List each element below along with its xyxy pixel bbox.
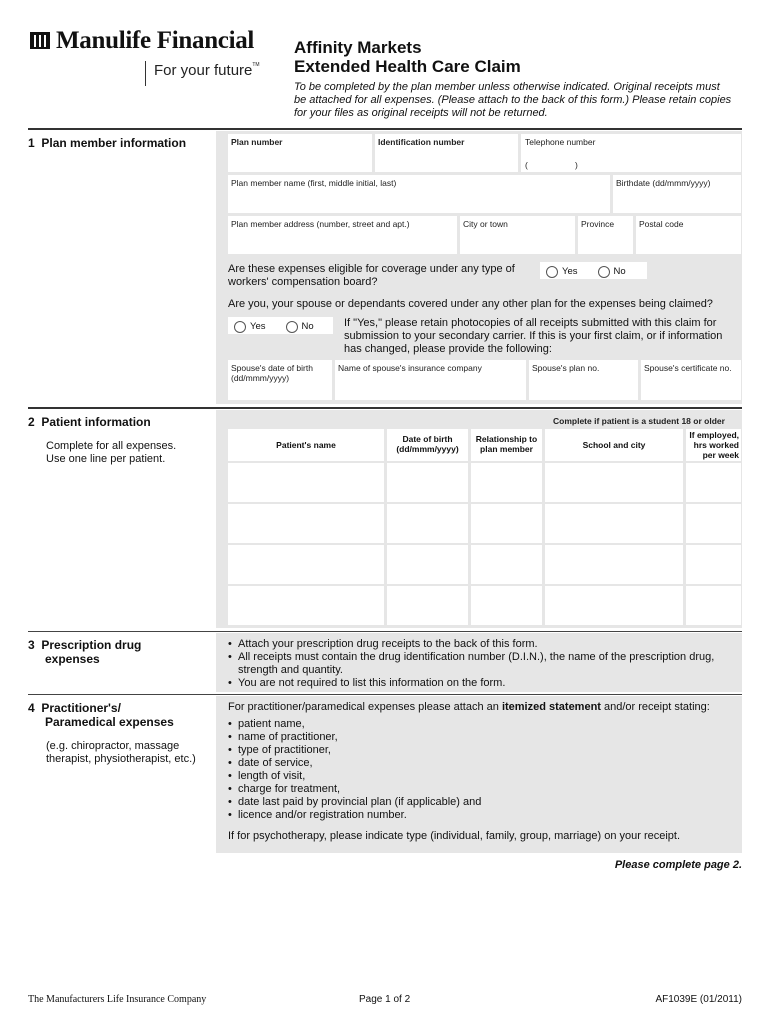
list-item: • patient name, bbox=[228, 718, 738, 731]
birthdate-field[interactable]: Birthdate (dd/mmm/yyyy) bbox=[613, 175, 741, 213]
section1-heading: 1 Plan member information bbox=[28, 136, 187, 150]
manulife-logo-icon bbox=[30, 32, 50, 49]
list-item: • charge for treatment, bbox=[228, 783, 738, 796]
footer-form-code: AF1039E (01/2011) bbox=[655, 994, 742, 1005]
address-field[interactable]: Plan member address (number, street and apt.) bbox=[228, 216, 457, 254]
patient-name-cell[interactable] bbox=[228, 545, 384, 584]
city-field[interactable]: City or town bbox=[460, 216, 575, 254]
section-divider bbox=[28, 128, 742, 130]
list-item: • You are not required to list this information on the form. bbox=[228, 677, 738, 690]
spouse-plan-field[interactable]: Spouse's plan no. bbox=[529, 360, 638, 400]
other-plan-options: Yes No bbox=[228, 317, 333, 334]
list-item: • name of practitioner, bbox=[228, 731, 738, 744]
continue-note: Please complete page 2. bbox=[614, 859, 742, 871]
workers-comp-no-radio[interactable] bbox=[598, 266, 610, 278]
form-intro: To be completed by the plan member unless otherwise indicated. Original receipts must be attached for all expenses. (Please attach to the back of this form.) Please retain copies for your files as original receipts will not be returned. bbox=[294, 81, 732, 119]
spouse-insurer-field[interactable]: Name of spouse's insurance company bbox=[335, 360, 526, 400]
telephone-field[interactable]: Telephone number ( ) bbox=[521, 134, 741, 172]
patient-relationship-cell[interactable] bbox=[471, 504, 542, 543]
list-item: • All receipts must contain the drug identification number (D.I.N.), the name of the prescription drug, strength and quantity. bbox=[228, 651, 738, 677]
footer-company: The Manufacturers Life Insurance Company bbox=[28, 994, 207, 1005]
section4-intro: For practitioner/paramedical expenses please attach an itemized statement and/or receipt stating: bbox=[228, 701, 710, 713]
section-divider bbox=[28, 407, 742, 409]
spouse-certificate-field[interactable]: Spouse's certificate no. bbox=[641, 360, 741, 400]
section-divider bbox=[28, 694, 742, 695]
patient-school-cell[interactable] bbox=[545, 504, 683, 543]
list-item: • type of practitioner, bbox=[228, 744, 738, 757]
patient-relationship-cell[interactable] bbox=[471, 586, 542, 625]
brand-name: Manulife Financial bbox=[56, 27, 255, 54]
col-header-school: School and city bbox=[545, 429, 683, 461]
patient-name-cell[interactable] bbox=[228, 463, 384, 502]
trademark-mark: TM bbox=[252, 62, 260, 68]
if-yes-note: If "Yes," please retain photocopies of all receipts submitted with this claim for submission to your secondary carrier. If this is your first claim, or if information has changed, please provide the following: bbox=[344, 317, 723, 355]
patient-name-cell[interactable] bbox=[228, 586, 384, 625]
form-title-line1: Affinity Markets bbox=[294, 38, 422, 57]
brand-tagline: For your future™ bbox=[154, 62, 260, 79]
list-item: • licence and/or registration number. bbox=[228, 809, 738, 822]
patient-dob-cell[interactable] bbox=[387, 504, 468, 543]
col-header-dob: Date of birth (dd/mmm/yyyy) bbox=[387, 429, 468, 461]
patient-hours-cell[interactable] bbox=[686, 504, 741, 543]
patient-school-cell[interactable] bbox=[545, 586, 683, 625]
patient-school-cell[interactable] bbox=[545, 545, 683, 584]
section4-bullets bbox=[228, 718, 738, 822]
postal-code-field[interactable]: Postal code bbox=[636, 216, 741, 254]
workers-comp-yes-radio[interactable] bbox=[546, 266, 558, 278]
member-name-field[interactable]: Plan member name (first, middle initial, last) bbox=[228, 175, 610, 213]
patient-dob-cell[interactable] bbox=[387, 586, 468, 625]
section2-heading: 2 Patient information bbox=[28, 415, 151, 429]
list-item: • length of visit, bbox=[228, 770, 738, 783]
patient-relationship-cell[interactable] bbox=[471, 545, 542, 584]
telephone-area-code: ( ) bbox=[525, 160, 578, 170]
section3-heading: 3 Prescription drug expenses bbox=[28, 638, 142, 666]
workers-comp-question: Are these expenses eligible for coverage under any type of workers' compensation board? bbox=[228, 263, 515, 288]
patient-dob-cell[interactable] bbox=[387, 463, 468, 502]
patient-relationship-cell[interactable] bbox=[471, 463, 542, 502]
patient-hours-cell[interactable] bbox=[686, 586, 741, 625]
col-header-patient-name: Patient's name bbox=[228, 429, 384, 461]
identification-number-field[interactable]: Identification number bbox=[375, 134, 518, 172]
section2-subtitle: Complete for all expenses. Use one line per patient. bbox=[46, 440, 177, 465]
province-field[interactable]: Province bbox=[578, 216, 633, 254]
other-plan-no-radio[interactable] bbox=[286, 321, 298, 333]
form-title-line2: Extended Health Care Claim bbox=[294, 57, 521, 76]
list-item: • Attach your prescription drug receipts to the back of this form. bbox=[228, 638, 738, 651]
col-header-relationship: Relationship to plan member bbox=[471, 429, 542, 461]
patient-school-cell[interactable] bbox=[545, 463, 683, 502]
footer-page-number: Page 1 of 2 bbox=[359, 994, 411, 1005]
section4-heading: 4 Practitioner's/ Paramedical expenses bbox=[28, 701, 174, 729]
patient-hours-cell[interactable] bbox=[686, 545, 741, 584]
section-divider bbox=[28, 631, 742, 632]
workers-comp-options: Yes No bbox=[540, 262, 647, 279]
plan-number-field[interactable]: Plan number bbox=[228, 134, 372, 172]
list-item: • date of service, bbox=[228, 757, 738, 770]
spouse-dob-field[interactable]: Spouse's date of birth (dd/mmm/yyyy) bbox=[228, 360, 332, 400]
psychotherapy-note: If for psychotherapy, please indicate type (individual, family, group, marriage) on your receipt. bbox=[228, 830, 681, 842]
section3-bullets bbox=[228, 638, 738, 690]
col-header-hours: If employed, hrs worked per week bbox=[686, 429, 741, 461]
section4-subtitle: (e.g. chiropractor, massage therapist, physiotherapist, etc.) bbox=[46, 740, 196, 765]
other-plan-yes-radio[interactable] bbox=[234, 321, 246, 333]
logo-divider bbox=[145, 61, 146, 86]
patient-name-cell[interactable] bbox=[228, 504, 384, 543]
patient-hours-cell[interactable] bbox=[686, 463, 741, 502]
list-item: • date last paid by provincial plan (if applicable) and bbox=[228, 796, 738, 809]
other-plan-question: Are you, your spouse or dependants covered under any other plan for the expenses being claimed? bbox=[228, 298, 713, 310]
patient-dob-cell[interactable] bbox=[387, 545, 468, 584]
student-note: Complete if patient is a student 18 or older bbox=[553, 416, 725, 426]
